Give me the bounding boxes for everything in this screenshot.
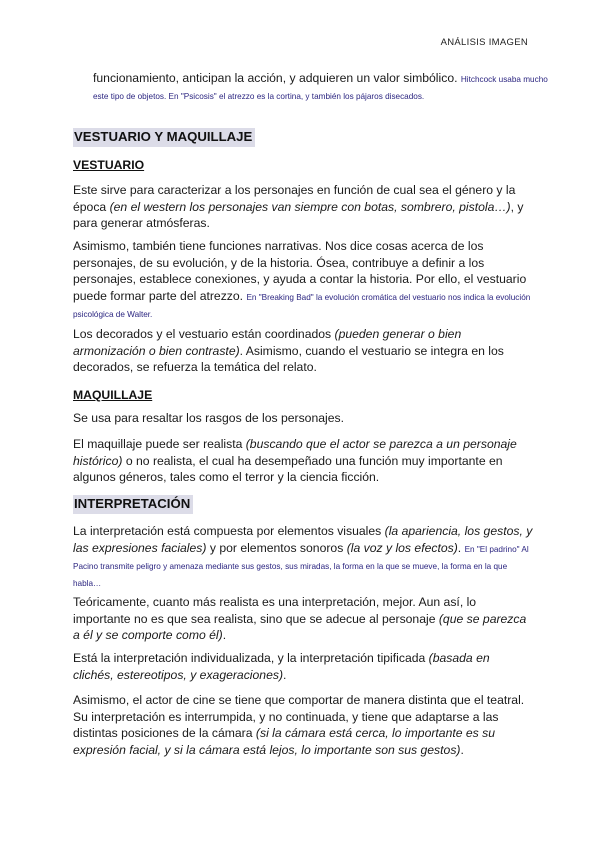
interpretacion-paragraph-3: [73, 650, 533, 683]
text-span: Está la interpretación individualizada, y la interpretación tipificada: [73, 651, 429, 665]
page-header: ANÁLISIS IMAGEN: [440, 37, 528, 48]
italic-span: (si la cámara está cerca, lo importante es su expresión facial, y si la cámara está lejos, lo importante son sus gestos): [73, 726, 496, 757]
text-span: y por elementos sonoros: [206, 540, 347, 555]
vestuario-paragraph-1: [73, 182, 533, 232]
text-span: .: [460, 742, 464, 757]
text-span: . Asimismo, cuando el vestuario se integra en los decorados, se refuerza la temática del relato.: [73, 343, 504, 374]
text-span: , y para generar atmósferas.: [73, 199, 524, 230]
italic-span: (la voz y los efectos): [346, 540, 458, 555]
text-span: Asimismo, el actor de cine se tiene que comportar de manera distinta que el teatral. Su interpretación es interrumpida, y no continuada, y tiene que adaptarse a las distintas posiciones de la cámara: [73, 693, 525, 740]
interpretacion-paragraph-1: [73, 523, 533, 591]
text-span: .: [457, 540, 462, 555]
text-span: El maquillaje puede ser realista: [73, 437, 246, 451]
intro-note: Hitchcock usaba mucho este tipo de objetos. En "Psicosis" el atrezzo es la cortina, y también los pájaros disecados.: [93, 75, 548, 101]
text-span: Teóricamente, cuanto más realista es una interpretación, mejor. Aun así, lo importante no es que sea realista, sino que se adecue al personaje: [73, 595, 477, 626]
text-span: .: [222, 628, 227, 642]
maquillaje-paragraph-2: [73, 436, 533, 486]
text-span: .: [283, 667, 287, 682]
intro-text: funcionamiento, anticipan la acción, y adquieren un valor simbólico.: [93, 71, 458, 85]
text-span: La interpretación está compuesta por elementos visuales: [73, 524, 385, 538]
subheading-maquillaje: MAQUILLAJE: [73, 388, 153, 402]
text-span: o no realista, el cual ha desempeñado una función muy importante en algunos géneros, tales como el terror y la ciencia ficción.: [73, 453, 503, 484]
italic-span: (que se parezca a él y se comporte como él): [73, 611, 527, 642]
text-span: Se usa para resaltar los rasgos de los personajes.: [73, 411, 344, 425]
vestuario-paragraph-3: [73, 326, 533, 376]
italic-span: (pueden generar o bien armonización o bien contraste): [73, 327, 462, 358]
interpretacion-paragraph-2: [73, 594, 533, 644]
italic-span: (en el western los personajes van siempre con botas, sombrero, pistola…): [109, 199, 511, 214]
subheading-vestuario-wrap: [73, 156, 533, 174]
section-heading-vestuario-maquillaje: [73, 128, 533, 147]
interpretacion-paragraph-4: [73, 692, 533, 758]
heading-vestuario-maquillaje: VESTUARIO Y MAQUILLAJE: [73, 128, 255, 147]
section-heading-interpretacion: [73, 495, 533, 514]
subheading-vestuario: VESTUARIO: [73, 158, 145, 172]
text-span: Los decorados y el vestuario están coordinados: [73, 327, 335, 341]
italic-span: (buscando que el actor se parezca a un personaje histórico): [73, 437, 517, 468]
heading-interpretacion: INTERPRETACIÓN: [73, 495, 193, 514]
vestuario-paragraph-2: [73, 238, 533, 322]
subheading-maquillaje-wrap: [73, 386, 533, 404]
text-span: Asimismo, también tiene funciones narrativas. Nos dice cosas acerca de los personajes, de su evolución, y de la historia. Ósea, contribuye a definir a los personajes, establece conexiones, y ayuda a contar la historia. Por ello, el vestuario puede formar parte del atrezzo.: [73, 239, 527, 303]
el-padrino-note: En "El padrino" Al Pacino transmite peligro y amenaza mediante sus gestos, sus miradas, la forma en la que se mueve, la forma en la que habla…: [73, 544, 529, 588]
maquillaje-paragraph-1: [73, 410, 533, 427]
text-span: Este sirve para caracterizar a los personajes en función de cual sea el género y la época: [73, 183, 516, 214]
intro-paragraph: [73, 70, 553, 104]
breaking-bad-note: En "Breaking Bad" la evolución cromática del vestuario nos indica la evolución psicológica de Walter.: [73, 292, 531, 319]
italic-span: (la apariencia, los gestos, y las expresiones faciales): [73, 524, 533, 555]
italic-span: (basada en clichés, estereotipos, y exageraciones): [73, 651, 490, 682]
